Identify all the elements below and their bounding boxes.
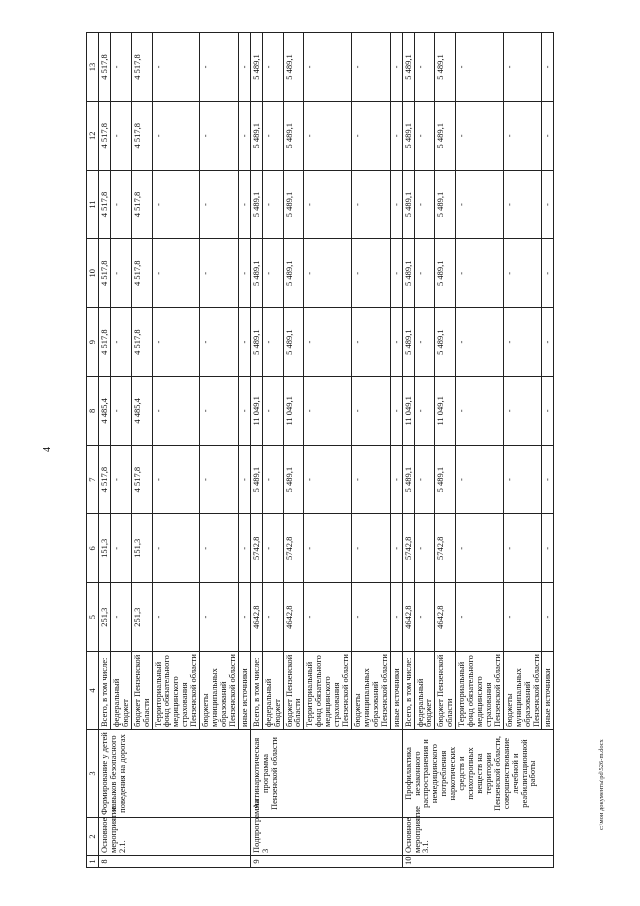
value-cell: - (351, 445, 390, 514)
value-cell: - (414, 101, 435, 170)
value-cell: 11 049,1 (402, 376, 414, 445)
value-cell: 251,3 (98, 583, 110, 652)
value-cell: - (262, 445, 283, 514)
value-cell: - (110, 308, 131, 377)
value-cell: - (456, 239, 504, 308)
value-cell: - (542, 514, 554, 583)
value-cell: - (456, 583, 504, 652)
value-cell: - (238, 33, 250, 102)
header-row (87, 33, 99, 868)
funding-source-label: федеральный бюджет (414, 652, 435, 730)
value-cell: - (390, 583, 402, 652)
value-cell: - (351, 101, 390, 170)
value-cell: - (110, 33, 131, 102)
value-cell: 4 517,8 (98, 239, 110, 308)
value-cell: - (152, 170, 200, 239)
event-type-cell: Подпрограмма 3 (250, 818, 402, 856)
value-cell: - (110, 101, 131, 170)
header-cell: 5 (87, 583, 99, 652)
funding-source-label: бюджеты муниципальных образований Пензенской области (503, 652, 542, 730)
value-cell: 5 489,1 (250, 445, 262, 514)
page-number: 4 (42, 447, 53, 452)
value-cell: - (542, 239, 554, 308)
header-cell: 9 (87, 308, 99, 377)
value-cell: - (503, 583, 542, 652)
value-cell: 5 489,1 (283, 33, 304, 102)
value-cell: 5 489,1 (435, 170, 456, 239)
value-cell: 5 489,1 (250, 101, 262, 170)
row-number-cell: 8 (98, 856, 250, 868)
value-cell: 4 517,8 (98, 308, 110, 377)
event-type-cell: Основное мероприятие 2.1. (98, 818, 250, 856)
header-cell: 2 (87, 818, 99, 856)
value-cell: - (238, 583, 250, 652)
funding-source-label: Всего, в том числе: (250, 652, 262, 730)
value-cell: - (414, 170, 435, 239)
value-cell: 5 489,1 (250, 239, 262, 308)
value-cell: - (200, 308, 239, 377)
value-cell: - (390, 101, 402, 170)
value-cell: - (304, 33, 352, 102)
value-cell: - (542, 170, 554, 239)
funding-source-label: Территориальный фонд обязательного медицинского страхования Пензенской области (304, 652, 352, 730)
value-cell: - (200, 514, 239, 583)
value-cell: - (152, 514, 200, 583)
value-cell: - (390, 33, 402, 102)
funding-source-label: Территориальный фонд обязательного медицинского страхования Пензенской области (456, 652, 504, 730)
funding-table (86, 32, 554, 868)
rotated-table-container (86, 32, 596, 868)
value-cell: - (542, 308, 554, 377)
value-cell: 4 517,8 (98, 101, 110, 170)
funding-source-label: Всего, в том числе: (98, 652, 110, 730)
value-cell: - (152, 101, 200, 170)
value-cell: - (390, 239, 402, 308)
value-cell: 5 489,1 (402, 101, 414, 170)
funding-source-label: бюджет Пензенской области (131, 652, 152, 730)
value-cell: - (238, 376, 250, 445)
header-cell: 8 (87, 376, 99, 445)
header-cell: 10 (87, 239, 99, 308)
value-cell: - (110, 445, 131, 514)
value-cell: - (304, 445, 352, 514)
footer-file-path: c:\мои документы\pd\526-m.docx (598, 739, 605, 830)
value-cell: - (351, 308, 390, 377)
value-cell: - (262, 33, 283, 102)
value-cell: 5 489,1 (250, 170, 262, 239)
value-cell: - (110, 376, 131, 445)
value-cell: - (456, 376, 504, 445)
value-cell: - (262, 239, 283, 308)
value-cell: - (238, 239, 250, 308)
value-cell: - (200, 239, 239, 308)
value-cell: - (456, 33, 504, 102)
funding-table-body (87, 33, 554, 868)
value-cell: - (304, 101, 352, 170)
value-cell: 5 489,1 (402, 445, 414, 514)
funding-source-label: бюджет Пензенской области (283, 652, 304, 730)
value-cell: - (390, 308, 402, 377)
value-cell: - (262, 376, 283, 445)
value-cell: - (390, 445, 402, 514)
value-cell: 11 049,1 (435, 376, 456, 445)
value-cell: 4 517,8 (131, 308, 152, 377)
table-row (402, 33, 414, 868)
value-cell: - (110, 239, 131, 308)
value-cell: 4 517,8 (131, 33, 152, 102)
value-cell: - (152, 445, 200, 514)
value-cell: - (351, 376, 390, 445)
value-cell: - (200, 33, 239, 102)
value-cell: - (200, 101, 239, 170)
value-cell: 5 489,1 (402, 239, 414, 308)
value-cell: 4 517,8 (131, 239, 152, 308)
funding-source-label: бюджеты муниципальных образований Пензенской области (351, 652, 390, 730)
header-cell: 4 (87, 652, 99, 730)
funding-source-label: бюджеты муниципальных образований Пензенской области (200, 652, 239, 730)
value-cell: 5 489,1 (283, 101, 304, 170)
value-cell: 5 489,1 (435, 308, 456, 377)
value-cell: 251,3 (131, 583, 152, 652)
value-cell: - (200, 445, 239, 514)
value-cell: - (200, 583, 239, 652)
value-cell: - (390, 376, 402, 445)
value-cell: - (414, 376, 435, 445)
value-cell: - (238, 101, 250, 170)
value-cell: - (414, 308, 435, 377)
value-cell: - (238, 514, 250, 583)
value-cell: - (390, 514, 402, 583)
header-cell: 13 (87, 33, 99, 102)
funding-source-label: иные источники (542, 652, 554, 730)
value-cell: - (304, 376, 352, 445)
value-cell: 5 489,1 (402, 308, 414, 377)
value-cell: - (351, 514, 390, 583)
value-cell: - (304, 239, 352, 308)
funding-source-label: иные источники (390, 652, 402, 730)
value-cell: - (304, 308, 352, 377)
value-cell: - (503, 514, 542, 583)
value-cell: 4 485,4 (98, 376, 110, 445)
value-cell: - (414, 445, 435, 514)
value-cell: - (542, 445, 554, 514)
value-cell: - (262, 514, 283, 583)
value-cell: 11 049,1 (283, 376, 304, 445)
value-cell: 151,3 (98, 514, 110, 583)
value-cell: 5742,8 (283, 514, 304, 583)
event-type-cell: Основное мероприятие 3.1. (402, 818, 554, 856)
value-cell: - (110, 170, 131, 239)
value-cell: 4642,8 (435, 583, 456, 652)
value-cell: - (262, 583, 283, 652)
value-cell: 5 489,1 (283, 239, 304, 308)
value-cell: - (542, 33, 554, 102)
value-cell: - (238, 308, 250, 377)
value-cell: 4642,8 (250, 583, 262, 652)
event-name-cell: Профилактика незаконного распространения и немедицинского потребления наркотических средств и психотропных веществ на территории Пензенской области, совершенствование лечебной и реабилитационной работы (402, 730, 554, 818)
value-cell: 5 489,1 (283, 170, 304, 239)
value-cell: - (456, 514, 504, 583)
value-cell: 151,3 (131, 514, 152, 583)
funding-source-label: Территориальный фонд обязательного медицинского страхования Пензенской области (152, 652, 200, 730)
value-cell: 4 517,8 (131, 170, 152, 239)
value-cell: 4 517,8 (98, 170, 110, 239)
value-cell: 5 489,1 (435, 101, 456, 170)
value-cell: - (503, 376, 542, 445)
value-cell: 5 489,1 (250, 308, 262, 377)
value-cell: - (503, 445, 542, 514)
table-row (98, 33, 110, 868)
value-cell: 4 517,8 (131, 445, 152, 514)
value-cell: - (503, 239, 542, 308)
header-cell: 12 (87, 101, 99, 170)
value-cell: - (238, 445, 250, 514)
value-cell: - (456, 170, 504, 239)
value-cell: - (351, 583, 390, 652)
value-cell: - (503, 308, 542, 377)
event-name-cell: Антинаркотическая программа Пензенской области (250, 730, 402, 818)
funding-source-label: иные источники (238, 652, 250, 730)
value-cell: 5742,8 (402, 514, 414, 583)
value-cell: - (152, 376, 200, 445)
value-cell: 5 489,1 (250, 33, 262, 102)
row-number-cell: 9 (250, 856, 402, 868)
value-cell: - (262, 101, 283, 170)
funding-source-label: бюджет Пензенской области (435, 652, 456, 730)
value-cell: - (304, 583, 352, 652)
value-cell: - (200, 170, 239, 239)
value-cell: 4642,8 (283, 583, 304, 652)
value-cell: 4642,8 (402, 583, 414, 652)
value-cell: - (262, 308, 283, 377)
value-cell: - (414, 33, 435, 102)
value-cell: - (456, 308, 504, 377)
value-cell: - (110, 583, 131, 652)
value-cell: - (304, 170, 352, 239)
value-cell: - (200, 376, 239, 445)
value-cell: - (351, 33, 390, 102)
funding-source-label: федеральный бюджет (110, 652, 131, 730)
header-cell: 7 (87, 445, 99, 514)
header-cell: 6 (87, 514, 99, 583)
value-cell: 5 489,1 (435, 33, 456, 102)
value-cell: - (110, 514, 131, 583)
value-cell: - (238, 170, 250, 239)
value-cell: - (456, 101, 504, 170)
event-name-cell: Формирование у детей навыков безопасного поведения на дорогах (98, 730, 250, 818)
value-cell: - (152, 308, 200, 377)
header-cell: 3 (87, 730, 99, 818)
header-cell: 11 (87, 170, 99, 239)
value-cell: 4 517,8 (98, 33, 110, 102)
value-cell: - (542, 376, 554, 445)
funding-source-label: федеральный бюджет (262, 652, 283, 730)
value-cell: - (503, 101, 542, 170)
value-cell: 11 049,1 (250, 376, 262, 445)
value-cell: 4 517,8 (98, 445, 110, 514)
value-cell: 5742,8 (250, 514, 262, 583)
value-cell: 5742,8 (435, 514, 456, 583)
row-number-cell: 10 (402, 856, 554, 868)
value-cell: - (152, 583, 200, 652)
value-cell: - (456, 445, 504, 514)
value-cell: 4 517,8 (131, 101, 152, 170)
value-cell: - (503, 33, 542, 102)
value-cell: 5 489,1 (283, 445, 304, 514)
value-cell: 5 489,1 (283, 308, 304, 377)
value-cell: 5 489,1 (435, 445, 456, 514)
value-cell: - (503, 170, 542, 239)
value-cell: - (414, 514, 435, 583)
value-cell: - (351, 239, 390, 308)
value-cell: - (414, 239, 435, 308)
value-cell: 5 489,1 (402, 170, 414, 239)
value-cell: - (152, 33, 200, 102)
value-cell: - (152, 239, 200, 308)
funding-source-label: Всего, в том числе: (402, 652, 414, 730)
value-cell: 5 489,1 (402, 33, 414, 102)
value-cell: - (304, 514, 352, 583)
table-row (250, 33, 262, 868)
value-cell: - (390, 170, 402, 239)
value-cell: - (414, 583, 435, 652)
header-cell: 1 (87, 856, 99, 868)
value-cell: - (262, 170, 283, 239)
value-cell: 5 489,1 (435, 239, 456, 308)
value-cell: - (351, 170, 390, 239)
value-cell: 4 485,4 (131, 376, 152, 445)
value-cell: - (542, 583, 554, 652)
value-cell: - (542, 101, 554, 170)
